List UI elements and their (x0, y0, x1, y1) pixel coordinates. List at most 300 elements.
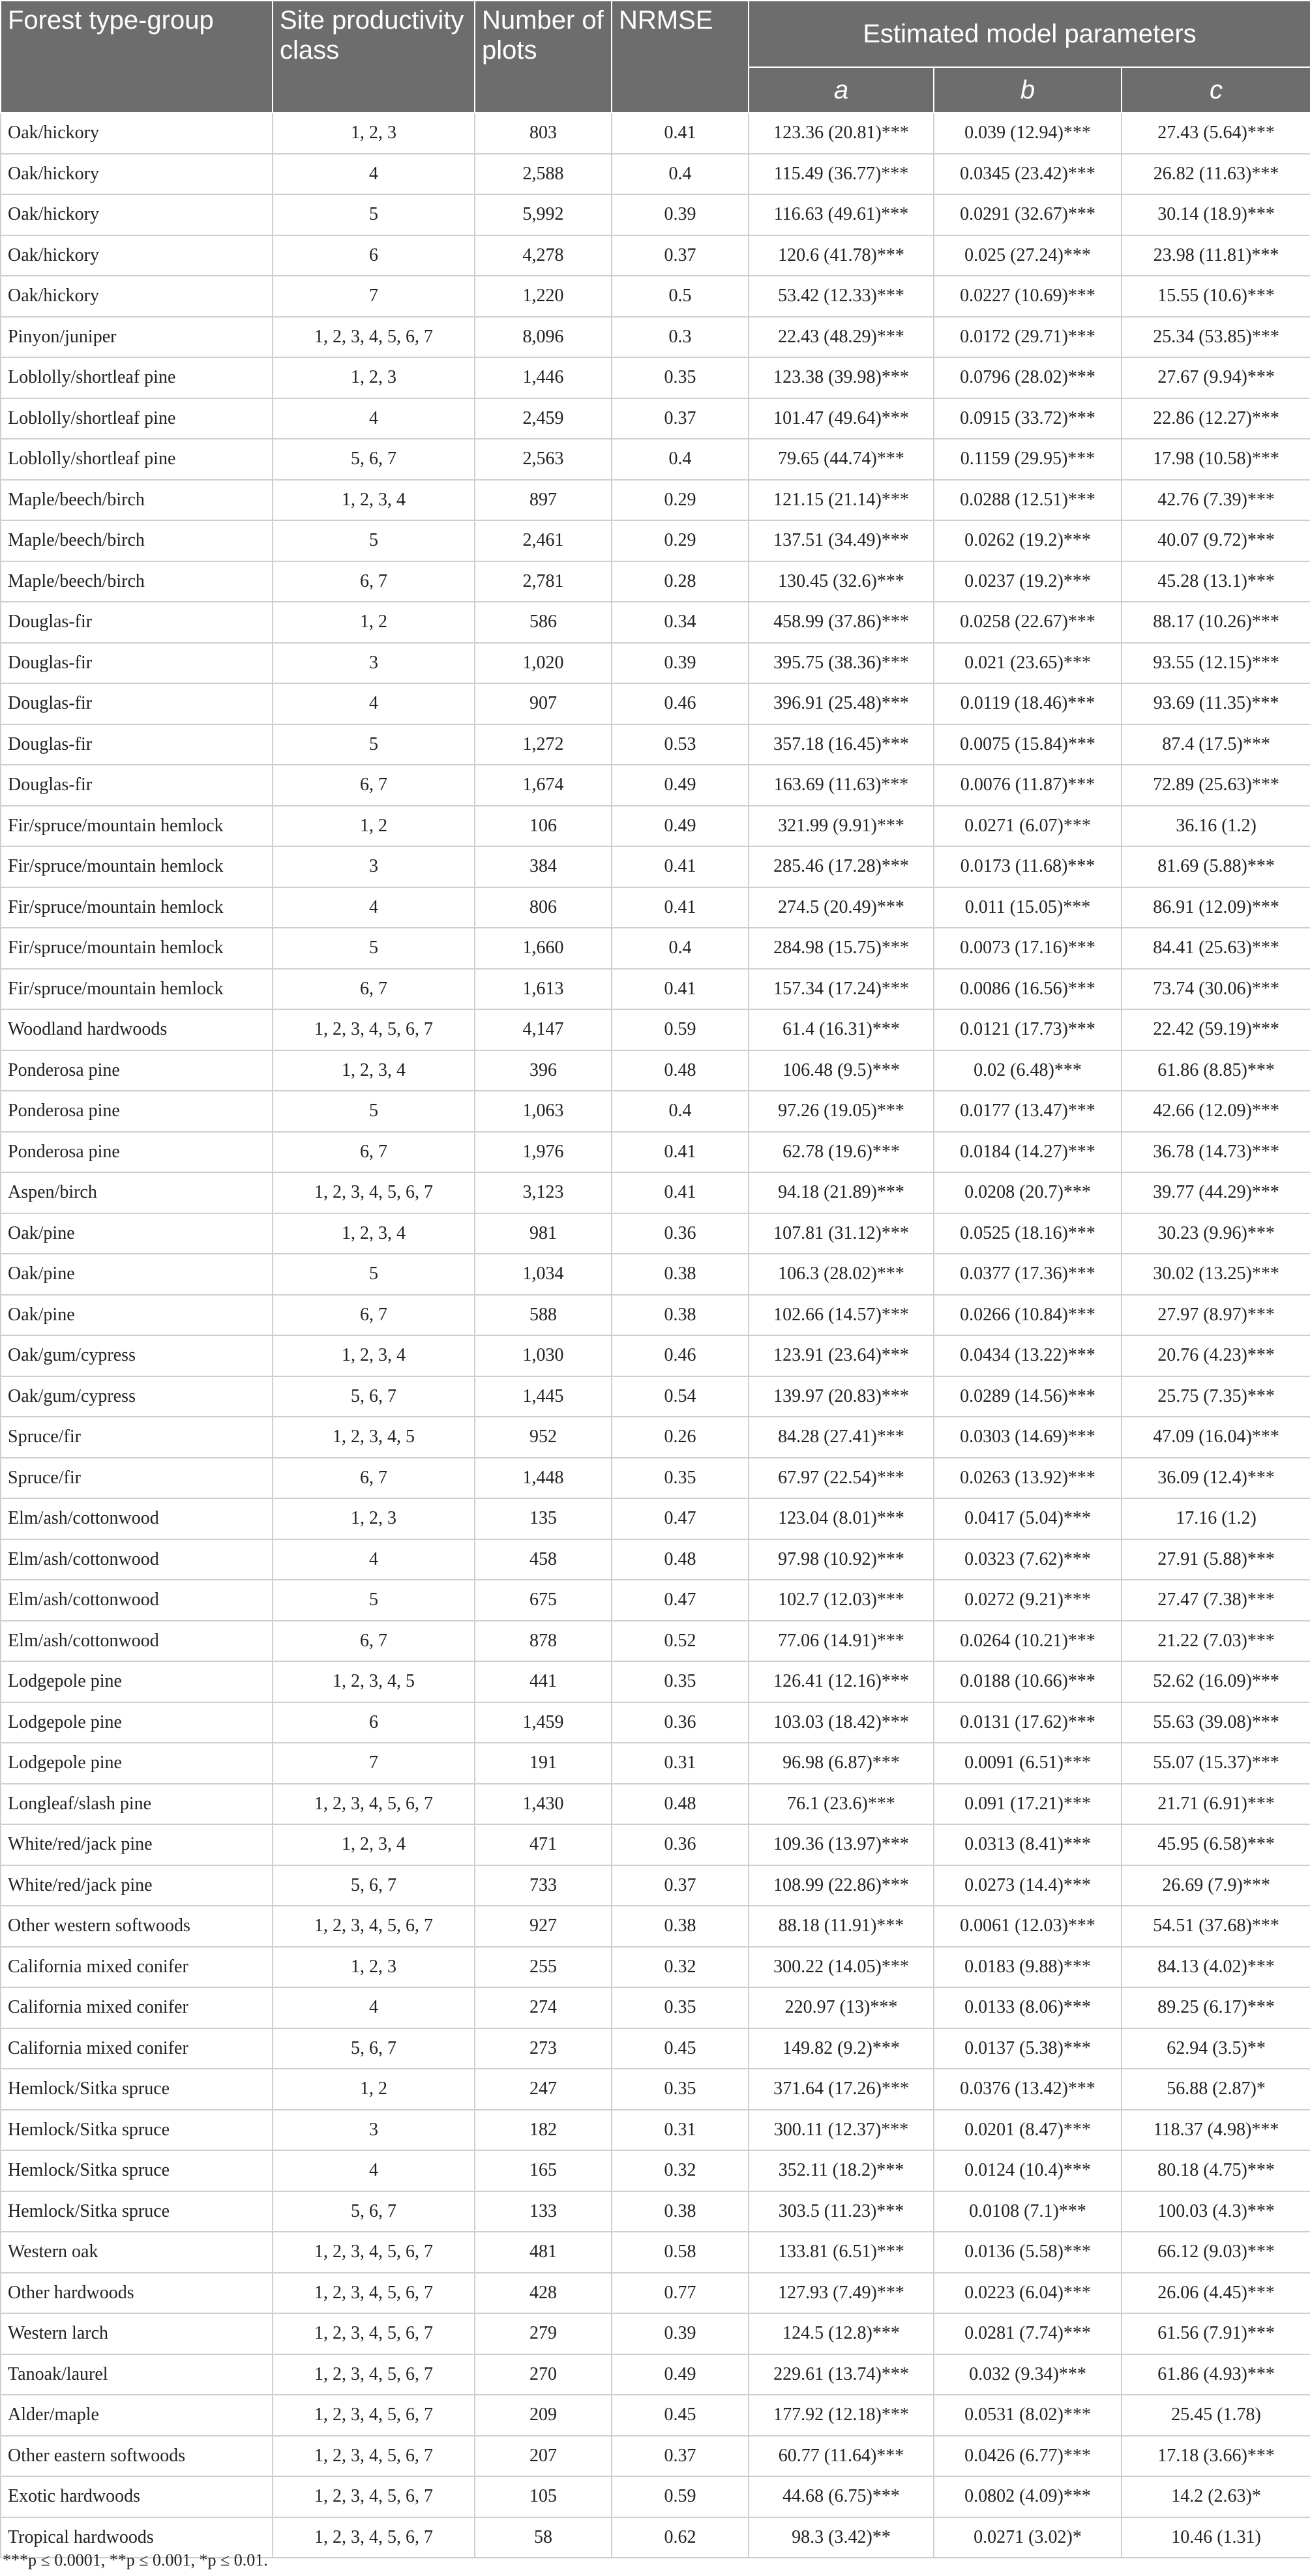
cell-number-of-plots: 209 (475, 2395, 612, 2436)
cell-forest-type: Oak/hickory (1, 194, 273, 235)
cell-site-productivity: 4 (273, 887, 475, 928)
table-row (1, 1784, 1310, 1825)
cell-param-b: 0.0272 (9.21)*** (934, 1580, 1122, 1621)
cell-param-a: 139.97 (20.83)*** (749, 1376, 934, 1417)
cell-param-c: 88.17 (10.26)*** (1122, 602, 1310, 643)
cell-param-a: 62.78 (19.6)*** (749, 1132, 934, 1173)
cell-param-a: 84.28 (27.41)*** (749, 1417, 934, 1458)
cell-site-productivity: 1, 2, 3, 4, 5, 6, 7 (273, 1009, 475, 1050)
cell-forest-type: Maple/beech/birch (1, 561, 273, 602)
table-row (1, 2028, 1310, 2069)
cell-param-b: 0.0303 (14.69)*** (934, 1417, 1122, 1458)
cell-param-b: 0.0108 (7.1)*** (934, 2191, 1122, 2232)
cell-nrmse: 0.45 (612, 2028, 749, 2069)
cell-param-b: 0.0796 (28.02)*** (934, 357, 1122, 398)
table-row (1, 235, 1310, 276)
cell-site-productivity: 1, 2, 3, 4 (273, 1213, 475, 1254)
table-row (1, 2191, 1310, 2232)
cell-param-a: 88.18 (11.91)*** (749, 1906, 934, 1947)
cell-site-productivity: 6, 7 (273, 1295, 475, 1336)
cell-site-productivity: 1, 2, 3, 4, 5, 6, 7 (273, 2395, 475, 2436)
cell-param-c: 66.12 (9.03)*** (1122, 2232, 1310, 2273)
cell-param-b: 0.0121 (17.73)*** (934, 1009, 1122, 1050)
cell-forest-type: White/red/jack pine (1, 1824, 273, 1865)
table-row (1, 969, 1310, 1010)
cell-param-b: 0.0223 (6.04)*** (934, 2273, 1122, 2314)
cell-forest-type: Ponderosa pine (1, 1050, 273, 1091)
table-row (1, 1621, 1310, 1662)
cell-param-b: 0.039 (12.94)*** (934, 113, 1122, 154)
table-header (1, 1, 1310, 113)
cell-site-productivity: 4 (273, 1987, 475, 2028)
table-row (1, 439, 1310, 480)
cell-param-b: 0.0173 (11.68)*** (934, 846, 1122, 887)
cell-param-a: 126.41 (12.16)*** (749, 1661, 934, 1702)
cell-nrmse: 0.36 (612, 1824, 749, 1865)
cell-nrmse: 0.35 (612, 1987, 749, 2028)
cell-param-a: 121.15 (21.14)*** (749, 480, 934, 521)
cell-nrmse: 0.41 (612, 1172, 749, 1213)
cell-number-of-plots: 1,220 (475, 276, 612, 317)
cell-nrmse: 0.5 (612, 276, 749, 317)
cell-site-productivity: 5 (273, 1091, 475, 1132)
cell-param-a: 102.7 (12.03)*** (749, 1580, 934, 1621)
cell-param-b: 0.0264 (10.21)*** (934, 1621, 1122, 1662)
cell-nrmse: 0.59 (612, 1009, 749, 1050)
cell-nrmse: 0.35 (612, 357, 749, 398)
table-row (1, 276, 1310, 317)
cell-number-of-plots: 165 (475, 2150, 612, 2191)
cell-site-productivity: 1, 2 (273, 2069, 475, 2110)
cell-site-productivity: 4 (273, 154, 475, 195)
cell-param-c: 30.02 (13.25)*** (1122, 1254, 1310, 1295)
cell-forest-type: Oak/gum/cypress (1, 1335, 273, 1376)
cell-site-productivity: 1, 2 (273, 806, 475, 847)
table-row (1, 602, 1310, 643)
cell-param-c: 73.74 (30.06)*** (1122, 969, 1310, 1010)
cell-param-b: 0.0119 (18.46)*** (934, 683, 1122, 724)
cell-nrmse: 0.48 (612, 1784, 749, 1825)
cell-number-of-plots: 182 (475, 2110, 612, 2151)
cell-param-c: 45.28 (13.1)*** (1122, 561, 1310, 602)
cell-forest-type: Hemlock/Sitka spruce (1, 2150, 273, 2191)
cell-number-of-plots: 441 (475, 1661, 612, 1702)
cell-param-b: 0.0188 (10.66)*** (934, 1661, 1122, 1702)
cell-nrmse: 0.41 (612, 1132, 749, 1173)
cell-number-of-plots: 255 (475, 1947, 612, 1988)
cell-site-productivity: 1, 2, 3, 4 (273, 1824, 475, 1865)
cell-param-a: 98.3 (3.42)** (749, 2517, 934, 2558)
cell-param-a: 97.98 (10.92)*** (749, 1539, 934, 1580)
cell-param-b: 0.0227 (10.69)*** (934, 276, 1122, 317)
cell-param-a: 115.49 (36.77)*** (749, 154, 934, 195)
cell-nrmse: 0.54 (612, 1376, 749, 1417)
cell-number-of-plots: 952 (475, 1417, 612, 1458)
cell-param-c: 84.13 (4.02)*** (1122, 1947, 1310, 1988)
cell-site-productivity: 3 (273, 2110, 475, 2151)
cell-number-of-plots: 384 (475, 846, 612, 887)
cell-param-c: 72.89 (25.63)*** (1122, 765, 1310, 806)
table-row (1, 2313, 1310, 2354)
cell-number-of-plots: 207 (475, 2436, 612, 2477)
cell-site-productivity: 1, 2, 3 (273, 357, 475, 398)
cell-param-c: 47.09 (16.04)*** (1122, 1417, 1310, 1458)
cell-param-a: 163.69 (11.63)*** (749, 765, 934, 806)
table-row (1, 643, 1310, 684)
table-row (1, 2110, 1310, 2151)
cell-number-of-plots: 5,992 (475, 194, 612, 235)
cell-forest-type: Elm/ash/cottonwood (1, 1580, 273, 1621)
header-param-b: b (934, 67, 1122, 113)
cell-param-b: 0.0345 (23.42)*** (934, 154, 1122, 195)
cell-nrmse: 0.53 (612, 724, 749, 765)
cell-number-of-plots: 588 (475, 1295, 612, 1336)
cell-forest-type: Western larch (1, 2313, 273, 2354)
cell-site-productivity: 1, 2, 3, 4 (273, 1335, 475, 1376)
cell-site-productivity: 5, 6, 7 (273, 1376, 475, 1417)
cell-param-b: 0.0137 (5.38)*** (934, 2028, 1122, 2069)
cell-param-a: 22.43 (48.29)*** (749, 317, 934, 358)
cell-number-of-plots: 471 (475, 1824, 612, 1865)
cell-number-of-plots: 458 (475, 1539, 612, 1580)
cell-param-b: 0.0291 (32.67)*** (934, 194, 1122, 235)
cell-number-of-plots: 428 (475, 2273, 612, 2314)
cell-param-b: 0.0266 (10.84)*** (934, 1295, 1122, 1336)
cell-forest-type: Oak/pine (1, 1213, 273, 1254)
cell-site-productivity: 4 (273, 1539, 475, 1580)
cell-param-c: 26.69 (7.9)*** (1122, 1865, 1310, 1906)
cell-forest-type: California mixed conifer (1, 1947, 273, 1988)
table-row (1, 2273, 1310, 2314)
cell-param-b: 0.0263 (13.92)*** (934, 1458, 1122, 1499)
table-row (1, 765, 1310, 806)
cell-param-a: 101.47 (49.64)*** (749, 398, 934, 439)
cell-number-of-plots: 2,459 (475, 398, 612, 439)
cell-param-c: 14.2 (2.63)* (1122, 2476, 1310, 2517)
cell-nrmse: 0.77 (612, 2273, 749, 2314)
table-row (1, 1539, 1310, 1580)
cell-param-a: 274.5 (20.49)*** (749, 887, 934, 928)
cell-param-c: 55.63 (39.08)*** (1122, 1702, 1310, 1743)
cell-param-a: 124.5 (12.8)*** (749, 2313, 934, 2354)
cell-param-a: 321.99 (9.91)*** (749, 806, 934, 847)
cell-param-c: 93.69 (11.35)*** (1122, 683, 1310, 724)
cell-nrmse: 0.37 (612, 2436, 749, 2477)
cell-param-b: 0.0281 (7.74)*** (934, 2313, 1122, 2354)
cell-number-of-plots: 1,459 (475, 1702, 612, 1743)
cell-param-c: 45.95 (6.58)*** (1122, 1824, 1310, 1865)
cell-param-a: 120.6 (41.78)*** (749, 235, 934, 276)
cell-param-c: 27.67 (9.94)*** (1122, 357, 1310, 398)
cell-param-b: 0.0076 (11.87)*** (934, 765, 1122, 806)
cell-forest-type: Tanoak/laurel (1, 2354, 273, 2395)
cell-forest-type: Lodgepole pine (1, 1661, 273, 1702)
cell-param-c: 39.77 (44.29)*** (1122, 1172, 1310, 1213)
cell-number-of-plots: 4,147 (475, 1009, 612, 1050)
cell-param-b: 0.0184 (14.27)*** (934, 1132, 1122, 1173)
cell-number-of-plots: 105 (475, 2476, 612, 2517)
cell-nrmse: 0.46 (612, 1335, 749, 1376)
cell-param-b: 0.02 (6.48)*** (934, 1050, 1122, 1091)
cell-param-c: 30.14 (18.9)*** (1122, 194, 1310, 235)
cell-forest-type: Woodland hardwoods (1, 1009, 273, 1050)
cell-param-b: 0.0271 (3.02)* (934, 2517, 1122, 2558)
cell-forest-type: Lodgepole pine (1, 1702, 273, 1743)
cell-nrmse: 0.48 (612, 1539, 749, 1580)
cell-number-of-plots: 927 (475, 1906, 612, 1947)
cell-number-of-plots: 8,096 (475, 317, 612, 358)
cell-param-c: 56.88 (2.87)* (1122, 2069, 1310, 2110)
cell-param-a: 106.48 (9.5)*** (749, 1050, 934, 1091)
cell-site-productivity: 6, 7 (273, 969, 475, 1010)
cell-param-a: 109.36 (13.97)*** (749, 1824, 934, 1865)
cell-nrmse: 0.58 (612, 2232, 749, 2273)
cell-nrmse: 0.4 (612, 439, 749, 480)
cell-nrmse: 0.39 (612, 194, 749, 235)
header-param-a: a (749, 67, 934, 113)
cell-number-of-plots: 2,563 (475, 439, 612, 480)
cell-forest-type: Fir/spruce/mountain hemlock (1, 846, 273, 887)
cell-nrmse: 0.47 (612, 1580, 749, 1621)
cell-param-b: 0.0376 (13.42)*** (934, 2069, 1122, 2110)
table-row (1, 113, 1310, 154)
cell-param-a: 157.34 (17.24)*** (749, 969, 934, 1010)
cell-nrmse: 0.38 (612, 1295, 749, 1336)
cell-forest-type: Hemlock/Sitka spruce (1, 2069, 273, 2110)
cell-site-productivity: 6 (273, 235, 475, 276)
table-body (1, 113, 1310, 2558)
cell-param-a: 96.98 (6.87)*** (749, 1743, 934, 1784)
cell-forest-type: Loblolly/shortleaf pine (1, 439, 273, 480)
cell-number-of-plots: 396 (475, 1050, 612, 1091)
cell-forest-type: Other western softwoods (1, 1906, 273, 1947)
cell-param-b: 0.0208 (20.7)*** (934, 1172, 1122, 1213)
cell-param-a: 77.06 (14.91)*** (749, 1621, 934, 1662)
cell-site-productivity: 1, 2, 3, 4, 5 (273, 1417, 475, 1458)
cell-site-productivity: 6, 7 (273, 1621, 475, 1662)
cell-forest-type: Western oak (1, 2232, 273, 2273)
cell-number-of-plots: 274 (475, 1987, 612, 2028)
cell-param-c: 23.98 (11.81)*** (1122, 235, 1310, 276)
cell-param-a: 229.61 (13.74)*** (749, 2354, 934, 2395)
cell-nrmse: 0.31 (612, 2110, 749, 2151)
cell-param-b: 0.0131 (17.62)*** (934, 1702, 1122, 1743)
cell-site-productivity: 4 (273, 683, 475, 724)
table-row (1, 1254, 1310, 1295)
header-site-productivity: Site productivity class (273, 1, 475, 113)
table-row (1, 1865, 1310, 1906)
cell-forest-type: Alder/maple (1, 2395, 273, 2436)
cell-param-b: 0.0426 (6.77)*** (934, 2436, 1122, 2477)
cell-nrmse: 0.38 (612, 1906, 749, 1947)
table-row (1, 724, 1310, 765)
cell-param-c: 36.09 (12.4)*** (1122, 1458, 1310, 1499)
cell-forest-type: Oak/hickory (1, 113, 273, 154)
cell-param-c: 87.4 (17.5)*** (1122, 724, 1310, 765)
cell-forest-type: Loblolly/shortleaf pine (1, 357, 273, 398)
cell-nrmse: 0.28 (612, 561, 749, 602)
cell-nrmse: 0.47 (612, 1498, 749, 1539)
cell-param-c: 30.23 (9.96)*** (1122, 1213, 1310, 1254)
cell-forest-type: Loblolly/shortleaf pine (1, 398, 273, 439)
header-param-c: c (1122, 67, 1310, 113)
cell-number-of-plots: 106 (475, 806, 612, 847)
cell-forest-type: Elm/ash/cottonwood (1, 1621, 273, 1662)
cell-site-productivity: 1, 2, 3 (273, 1947, 475, 1988)
cell-forest-type: California mixed conifer (1, 2028, 273, 2069)
cell-param-a: 76.1 (23.6)*** (749, 1784, 934, 1825)
cell-param-a: 103.03 (18.42)*** (749, 1702, 934, 1743)
cell-forest-type: Elm/ash/cottonwood (1, 1498, 273, 1539)
cell-number-of-plots: 2,588 (475, 154, 612, 195)
cell-param-a: 352.11 (18.2)*** (749, 2150, 934, 2191)
cell-param-a: 79.65 (44.74)*** (749, 439, 934, 480)
cell-nrmse: 0.4 (612, 928, 749, 969)
cell-forest-type: Oak/pine (1, 1254, 273, 1295)
table-row (1, 357, 1310, 398)
cell-param-a: 60.77 (11.64)*** (749, 2436, 934, 2477)
table-row (1, 1172, 1310, 1213)
cell-param-b: 0.021 (23.65)*** (934, 643, 1122, 684)
table-row (1, 1295, 1310, 1336)
cell-param-c: 86.91 (12.09)*** (1122, 887, 1310, 928)
cell-forest-type: Douglas-fir (1, 765, 273, 806)
cell-site-productivity: 1, 2, 3, 4, 5, 6, 7 (273, 2436, 475, 2477)
header-nrmse: NRMSE (612, 1, 749, 113)
cell-param-c: 27.47 (7.38)*** (1122, 1580, 1310, 1621)
table-row (1, 194, 1310, 235)
table-row (1, 398, 1310, 439)
cell-param-c: 22.42 (59.19)*** (1122, 1009, 1310, 1050)
table-row (1, 1824, 1310, 1865)
cell-number-of-plots: 878 (475, 1621, 612, 1662)
cell-site-productivity: 1, 2, 3 (273, 113, 475, 154)
cell-nrmse: 0.48 (612, 1050, 749, 1091)
cell-param-a: 458.99 (37.86)*** (749, 602, 934, 643)
cell-param-c: 22.86 (12.27)*** (1122, 398, 1310, 439)
cell-param-a: 123.38 (39.98)*** (749, 357, 934, 398)
table-row (1, 480, 1310, 521)
cell-site-productivity: 1, 2, 3, 4, 5, 6, 7 (273, 2517, 475, 2558)
cell-site-productivity: 5, 6, 7 (273, 439, 475, 480)
cell-param-c: 61.56 (7.91)*** (1122, 2313, 1310, 2354)
cell-param-b: 0.0183 (9.88)*** (934, 1947, 1122, 1988)
cell-nrmse: 0.36 (612, 1702, 749, 1743)
cell-param-c: 42.66 (12.09)*** (1122, 1091, 1310, 1132)
cell-number-of-plots: 1,660 (475, 928, 612, 969)
cell-param-c: 62.94 (3.5)** (1122, 2028, 1310, 2069)
cell-param-b: 0.0136 (5.58)*** (934, 2232, 1122, 2273)
cell-number-of-plots: 1,446 (475, 357, 612, 398)
table-row (1, 1050, 1310, 1091)
cell-param-c: 84.41 (25.63)*** (1122, 928, 1310, 969)
cell-number-of-plots: 1,448 (475, 1458, 612, 1499)
cell-forest-type: Hemlock/Sitka spruce (1, 2110, 273, 2151)
footnote: ***p ≤ 0.0001, **p ≤ 0.001, *p ≤ 0.01. (3, 2551, 268, 2569)
cell-param-b: 0.0086 (16.56)*** (934, 969, 1122, 1010)
cell-param-a: 127.93 (7.49)*** (749, 2273, 934, 2314)
cell-nrmse: 0.52 (612, 1621, 749, 1662)
cell-forest-type: Douglas-fir (1, 643, 273, 684)
cell-param-a: 106.3 (28.02)*** (749, 1254, 934, 1295)
cell-param-c: 36.16 (1.2) (1122, 806, 1310, 847)
cell-nrmse: 0.49 (612, 765, 749, 806)
cell-param-a: 116.63 (49.61)*** (749, 194, 934, 235)
cell-param-c: 26.82 (11.63)*** (1122, 154, 1310, 195)
cell-param-b: 0.0273 (14.4)*** (934, 1865, 1122, 1906)
cell-nrmse: 0.37 (612, 1865, 749, 1906)
cell-param-b: 0.1159 (29.95)*** (934, 439, 1122, 480)
cell-param-a: 67.97 (22.54)*** (749, 1458, 934, 1499)
cell-param-b: 0.0177 (13.47)*** (934, 1091, 1122, 1132)
cell-param-b: 0.0289 (14.56)*** (934, 1376, 1122, 1417)
cell-nrmse: 0.29 (612, 480, 749, 521)
cell-param-b: 0.0377 (17.36)*** (934, 1254, 1122, 1295)
cell-param-c: 25.75 (7.35)*** (1122, 1376, 1310, 1417)
cell-param-c: 93.55 (12.15)*** (1122, 643, 1310, 684)
cell-param-b: 0.0531 (8.02)*** (934, 2395, 1122, 2436)
cell-site-productivity: 1, 2, 3, 4, 5, 6, 7 (273, 1906, 475, 1947)
cell-param-c: 40.07 (9.72)*** (1122, 520, 1310, 561)
cell-nrmse: 0.62 (612, 2517, 749, 2558)
cell-site-productivity: 1, 2, 3, 4, 5, 6, 7 (273, 2313, 475, 2354)
cell-number-of-plots: 279 (475, 2313, 612, 2354)
cell-forest-type: White/red/jack pine (1, 1865, 273, 1906)
cell-site-productivity: 5 (273, 724, 475, 765)
table-row (1, 846, 1310, 887)
table-row (1, 1213, 1310, 1254)
table-row (1, 2354, 1310, 2395)
cell-forest-type: Spruce/fir (1, 1417, 273, 1458)
cell-number-of-plots: 133 (475, 2191, 612, 2232)
cell-nrmse: 0.41 (612, 887, 749, 928)
table-row (1, 2069, 1310, 2110)
cell-param-a: 94.18 (21.89)*** (749, 1172, 934, 1213)
cell-forest-type: Maple/beech/birch (1, 520, 273, 561)
table-row (1, 1906, 1310, 1947)
cell-site-productivity: 6 (273, 1702, 475, 1743)
cell-number-of-plots: 1,976 (475, 1132, 612, 1173)
cell-forest-type: Oak/hickory (1, 154, 273, 195)
table-row (1, 317, 1310, 358)
cell-number-of-plots: 2,461 (475, 520, 612, 561)
cell-param-c: 81.69 (5.88)*** (1122, 846, 1310, 887)
cell-param-b: 0.0288 (12.51)*** (934, 480, 1122, 521)
cell-nrmse: 0.4 (612, 154, 749, 195)
cell-param-a: 133.81 (6.51)*** (749, 2232, 934, 2273)
cell-nrmse: 0.45 (612, 2395, 749, 2436)
cell-param-a: 371.64 (17.26)*** (749, 2069, 934, 2110)
table-row (1, 2150, 1310, 2191)
cell-nrmse: 0.41 (612, 113, 749, 154)
cell-forest-type: Lodgepole pine (1, 1743, 273, 1784)
cell-param-a: 107.81 (31.12)*** (749, 1213, 934, 1254)
cell-param-b: 0.0124 (10.4)*** (934, 2150, 1122, 2191)
cell-param-c: 17.98 (10.58)*** (1122, 439, 1310, 480)
cell-param-b: 0.0313 (8.41)*** (934, 1824, 1122, 1865)
cell-param-c: 27.43 (5.64)*** (1122, 113, 1310, 154)
cell-param-b: 0.0915 (33.72)*** (934, 398, 1122, 439)
cell-site-productivity: 3 (273, 643, 475, 684)
cell-site-productivity: 3 (273, 846, 475, 887)
cell-number-of-plots: 1,430 (475, 1784, 612, 1825)
header-number-of-plots: Number of plots (475, 1, 612, 113)
cell-site-productivity: 1, 2, 3, 4 (273, 1050, 475, 1091)
cell-param-c: 21.71 (6.91)*** (1122, 1784, 1310, 1825)
cell-param-c: 89.25 (6.17)*** (1122, 1987, 1310, 2028)
cell-nrmse: 0.26 (612, 1417, 749, 1458)
cell-param-a: 300.11 (12.37)*** (749, 2110, 934, 2151)
